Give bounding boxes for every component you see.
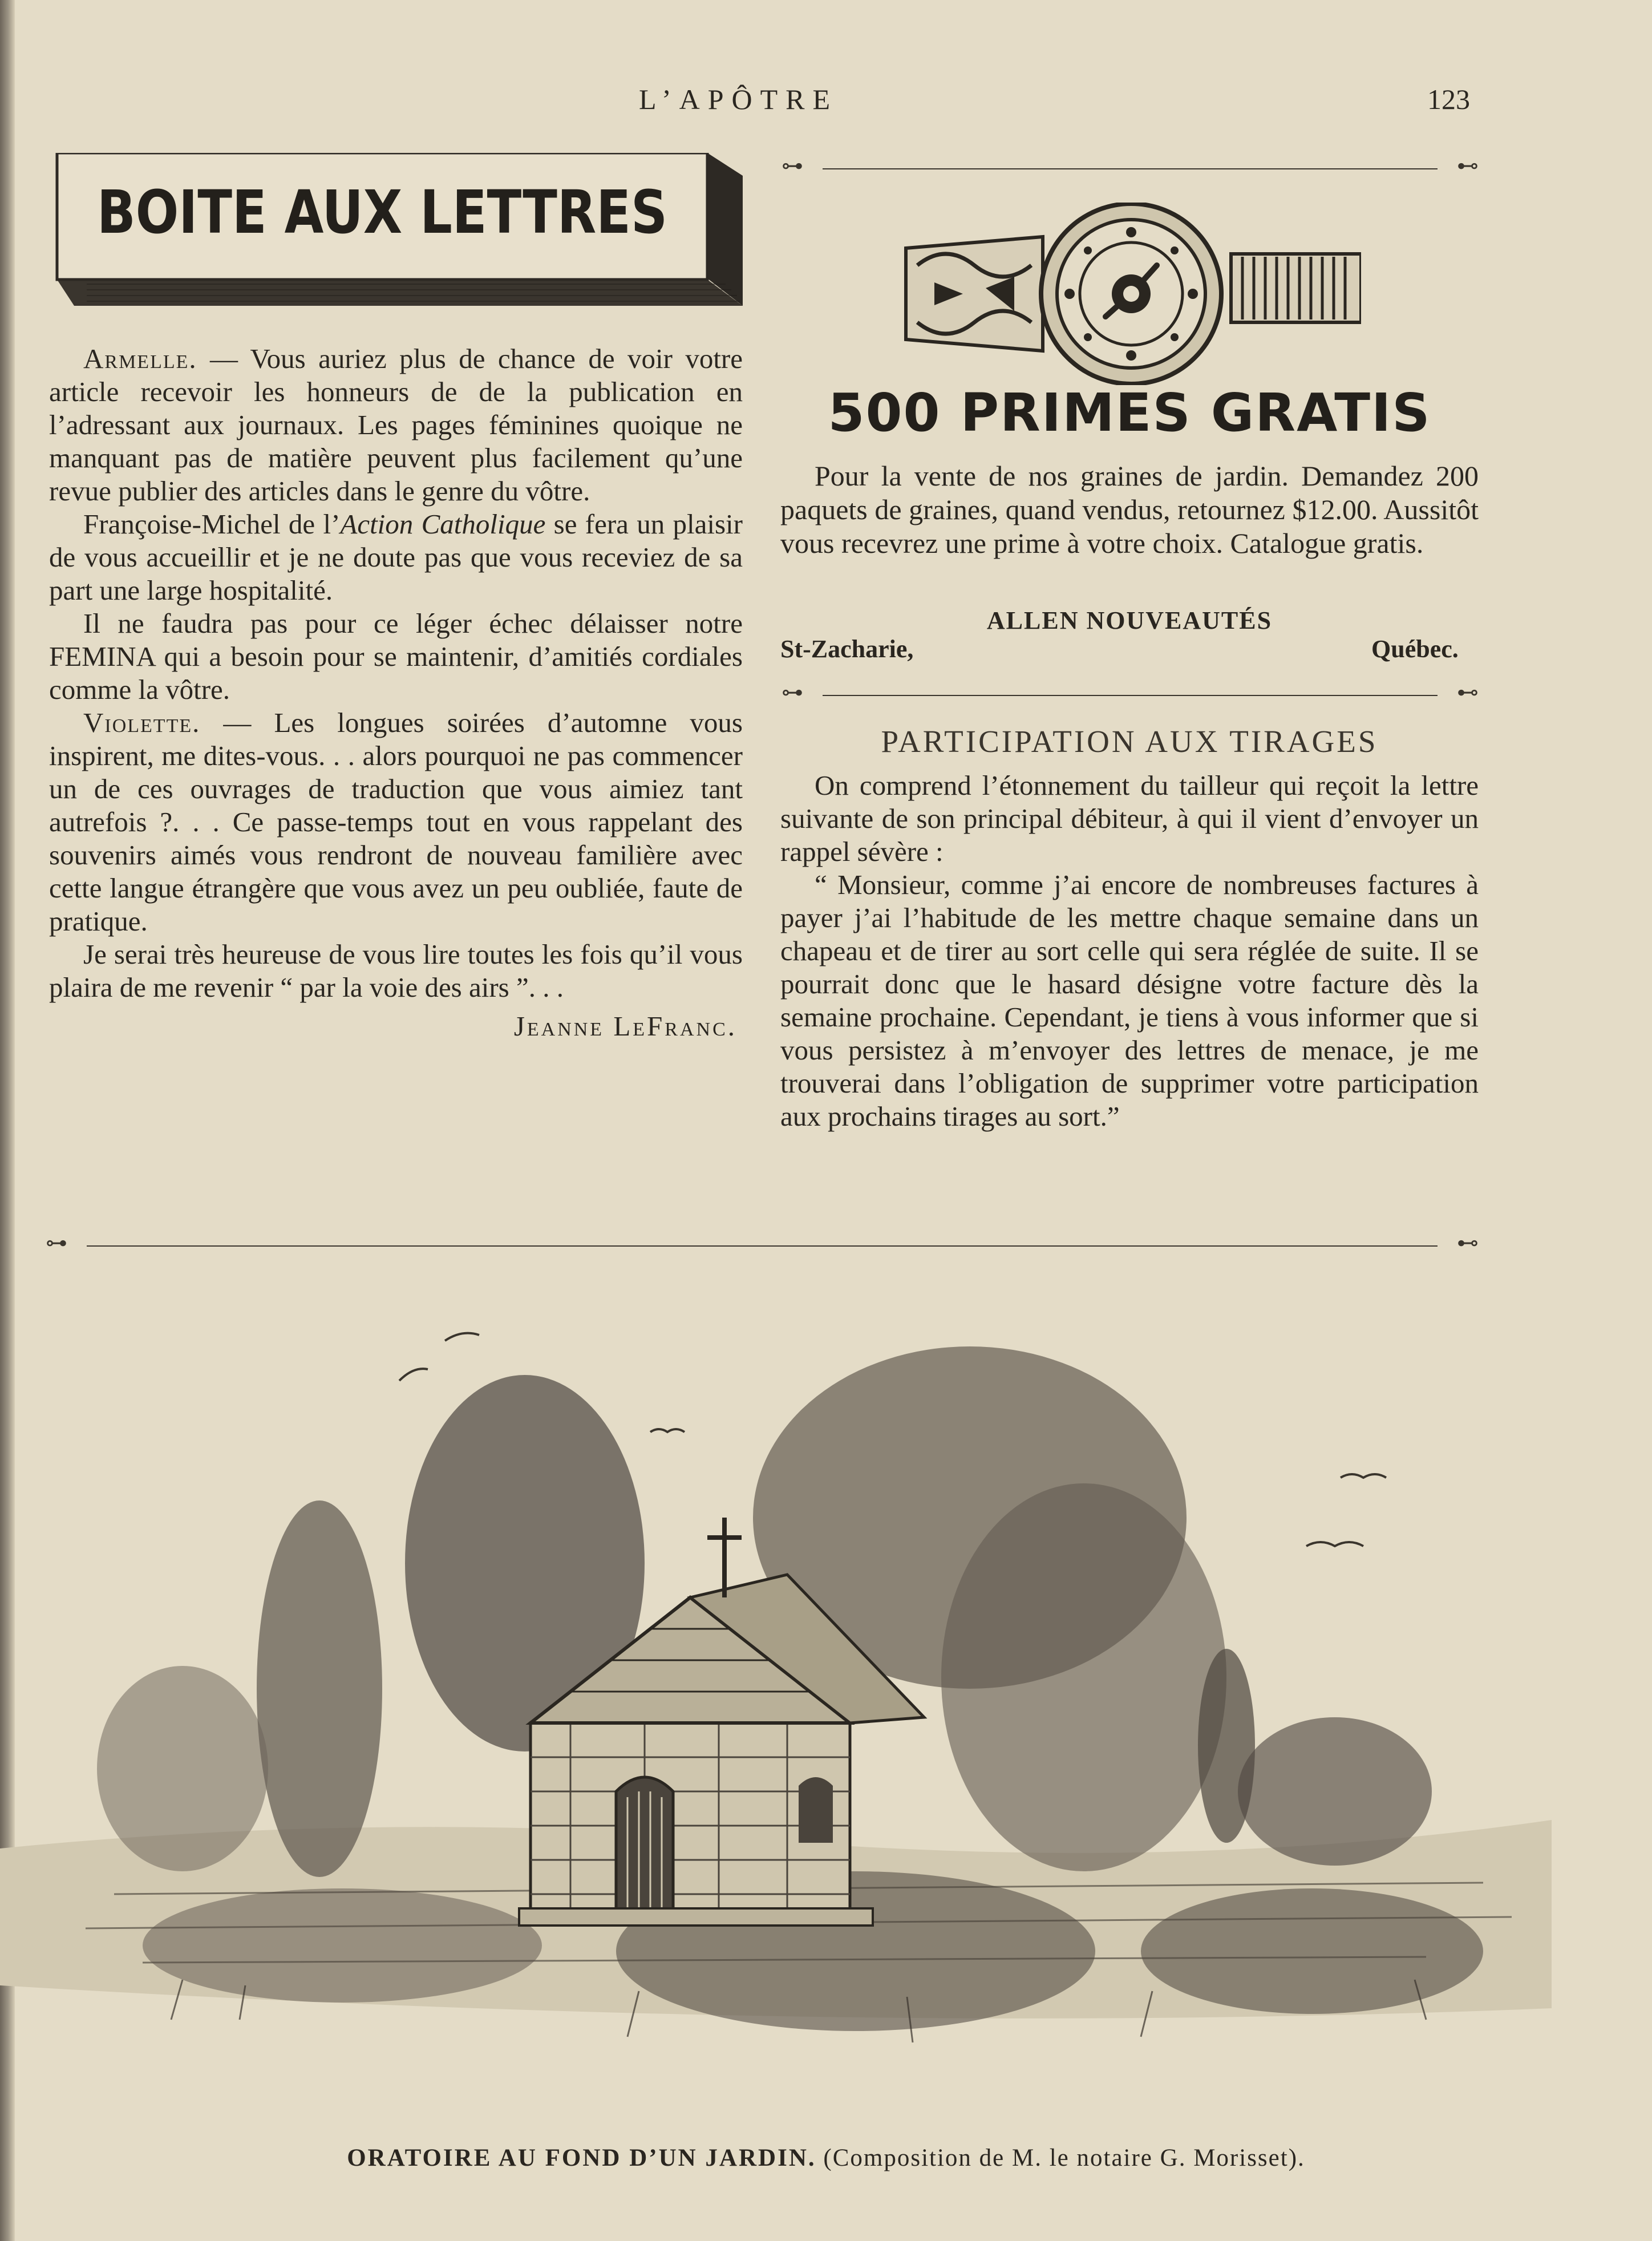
page-number: 123: [1427, 83, 1470, 115]
rule-ornament-right: ⊷: [1457, 679, 1479, 705]
boite-aux-lettres-banner: [52, 153, 743, 313]
publication-title: Action Catholique: [340, 508, 546, 540]
advertisement-title: 500 PRIMES GRATIS: [828, 382, 1431, 443]
article-paragraph: On comprend l’étonnement du tailleur qui reçoit la lettre suivante de son principal débiteur, à qui il vient d’envoyer un rappel sévère :: [780, 770, 1479, 867]
ornamental-rule-top: [782, 153, 1479, 178]
mailbox-column: [49, 342, 743, 1043]
reply-violette: Violette. — Les longues soirées d’automne vous inspirent, me dites-vous. . . alors pourquoi ne pas commencer un de ces ouvrages de traduction que vous aimiez tant autrefois ?. . . Ce passe-temps tout en vous rappelant des souvenirs aimés vous rendront de nouveau familière avec cette langue étrangère que vous avez un peu oubliée, faute de pratique.: [49, 707, 743, 937]
advertiser-province: Québec.: [1371, 635, 1459, 663]
illustration-caption: [0, 2144, 1652, 2172]
advertiser-city: St-Zacharie,: [780, 635, 914, 663]
reply-paragraph: Françoise-Michel de l’Action Catholique se fera un plaisir de vous accueillir et je ne doute pas que vous receviez de sa part une large hospitalité.: [49, 508, 743, 606]
rule-ornament-left: ⊶: [46, 1230, 67, 1255]
article-body: [780, 769, 1479, 1133]
advertiser-name: ALLEN NOUVEAUTÉS: [986, 606, 1273, 634]
rule-ornament-left: ⊶: [782, 679, 803, 705]
reply-paragraph: Je serai très heureuse de vous lire toutes les fois qu’il vous plaira de me revenir “ par la voie des airs ”. . .: [49, 939, 743, 1003]
caption-credit: (Composition de M. le notaire G. Morisset).: [823, 2145, 1305, 2171]
wristwatch-illustration: [900, 203, 1361, 385]
caption-title: ORATOIRE AU FOND D’UN JARDIN.: [347, 2145, 816, 2171]
rule-ornament-right: ⊷: [1457, 153, 1479, 178]
article-quote: “ Monsieur, comme j’ai encore de nombreuses factures à payer j’ai l’habitude de les mettre chaque semaine dans un chapeau et de tirer au sort celle qui sera réglée de suite. Il se pourrait donc que le hasard désigne votre facture dès la semaine prochaine. Cependant, je tiens à vous informer que si vous persistez à m’envoyer des lettres de menace, je me trouverai dans l’obligation de supprimer votre participation aux prochains tirages au sort.”: [780, 869, 1479, 1132]
correspondent-name: Violette.: [83, 707, 201, 738]
ornamental-rule-middle: [782, 679, 1479, 705]
rule-line: [823, 168, 1438, 169]
rule-ornament-left: ⊶: [782, 153, 803, 178]
garden-oratory-illustration: [0, 1278, 1652, 2134]
advertisement-body: Pour la vente de nos graines de jardin. Demandez 200 paquets de graines, quand vendus, retournez $12.00. Aussitôt vous recevrez une prime à votre choix. Catalogue gratis.: [780, 460, 1479, 559]
ornamental-rule-full: [46, 1230, 1479, 1255]
article-heading: PARTICIPATION AUX TIRAGES: [881, 724, 1378, 759]
reply-paragraph: Il ne faudra pas pour ce léger échec délaisser notre FEMINA qui a besoin pour se maintenir, d’amitiés cordiales comme la vôtre.: [49, 608, 743, 705]
page-header: [0, 83, 1652, 117]
signature: Jeanne LeFranc.: [513, 1010, 737, 1042]
rule-line: [823, 695, 1438, 696]
running-title: L’APÔTRE: [639, 83, 839, 115]
banner-title: BOITE AUX LETTRES: [97, 177, 667, 247]
rule-ornament-right: ⊷: [1457, 1230, 1479, 1255]
reply-armelle: Armelle. — Vous auriez plus de chance de voir votre article recevoir les honneurs de de la publication en l’adressant aux journaux. Les pages féminines quoique ne manquant pas de matière peuvent plus facilement qu’une revue publier des articles dans le genre du vôtre.: [49, 343, 743, 507]
correspondent-name: Armelle.: [83, 343, 197, 374]
rule-line: [87, 1245, 1438, 1247]
